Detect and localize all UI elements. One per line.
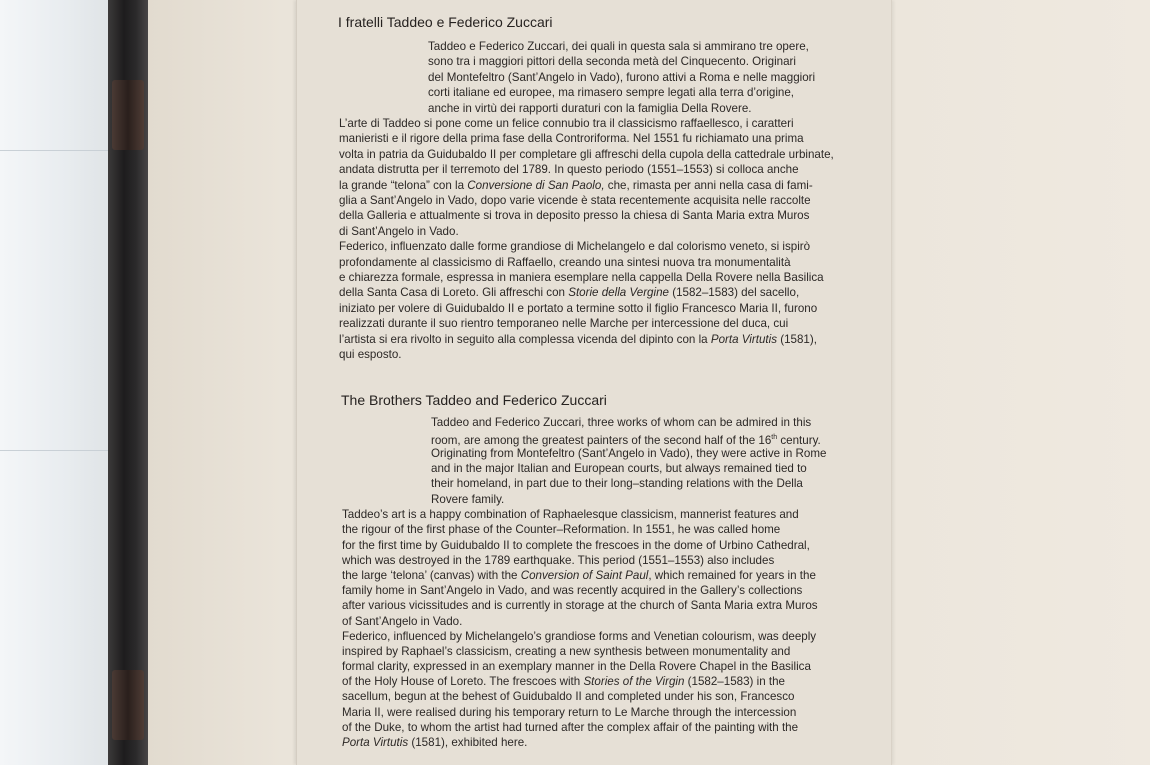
text-line: corti italiane ed europee, ma rimasero sempre legati alla terra d’origine, [428, 86, 795, 99]
text-line: la grande “telona” con la Conversione di San Paolo, che, rimasta per anni nella casa di fami- [339, 179, 813, 192]
wall [148, 0, 298, 765]
window-hinge [112, 670, 144, 740]
text-line: Originating from Montefeltro (Sant’Angelo in Vado), they were active in Rome [431, 447, 827, 460]
text-line: iniziato per volere di Guidubaldo II e portato a termine sotto il figlio Francesco Maria II, furono [339, 302, 818, 315]
artwork-title: Stories of the Virgin [583, 675, 685, 688]
text-line: della Galleria e attualmente si trova in deposito presso la chiesa di Santa Maria extra Muros [339, 209, 810, 222]
text-line: and in the major Italian and European courts, but always remained tied to [431, 462, 807, 475]
text-line: glia a Sant’Angelo in Vado, dopo varie vicende è stata recentemente acquisita nelle raccolte [339, 194, 811, 207]
text-line: the rigour of the first phase of the Counter–Reformation. In 1551, he was called home [342, 523, 781, 536]
text-line: qui esposto. [339, 348, 402, 361]
text-line: their homeland, in part due to their long–standing relations with the Della [431, 477, 803, 490]
text-line: della Santa Casa di Loreto. Gli affreschi con Storie della Vergine (1582–1583) del sacello, [339, 286, 800, 299]
artwork-title: Storie della Vergine [568, 286, 669, 299]
text-line: of the Duke, to whom the artist had turned after the complex affair of the painting with the [342, 721, 799, 734]
text-line: sacellum, begun at the behest of Guidubaldo II and completed under his son, Francesco [342, 690, 795, 703]
text-line: which was destroyed in the 1789 earthquake. This period (1551–1553) also includes [342, 554, 775, 567]
text-line: L’arte di Taddeo si pone come un felice connubio tra il classicismo raffaellesco, i caratteri [339, 117, 794, 130]
text-line: Maria II, were realised during his temporary return to Le Marche through the intercession [342, 706, 797, 719]
text-line: of the Holy House of Loreto. The frescoes with Stories of the Virgin (1582–1583) in the [342, 675, 785, 688]
text-line: profondamente al classicismo di Raffaello, creando una sintesi nuova tra monumentalità [339, 256, 791, 269]
text-line: Porta Virtutis (1581), exhibited here. [342, 736, 528, 749]
wall [888, 0, 1150, 765]
text-line: anche in virtù dei rapporti duraturi con la famiglia Della Rovere. [428, 102, 752, 115]
text-line: manieristi e il rigore della prima fase della Controriforma. Nel 1551 fu richiamato una prima [339, 132, 804, 145]
text-line: e chiarezza formale, espressa in maniera esemplare nella cappella Della Rovere nella Basilica [339, 271, 824, 284]
text-line: formal clarity, expressed in an exemplary manner in the Della Rovere Chapel in the Basilica [342, 660, 811, 673]
window-hinge [112, 80, 144, 150]
text-line: family home in Sant’Angelo in Vado, and was recently acquired in the Gallery’s collections [342, 584, 803, 597]
artwork-title: Porta Virtutis [710, 333, 777, 346]
text-line: the large ‘telona’ (canvas) with the Conversion of Saint Paul, which remained for years in the [342, 569, 816, 582]
text-line: del Montefeltro (Sant’Angelo in Vado), furono attivi a Roma e nelle maggiori [428, 71, 816, 84]
text-line: sono tra i maggiori pittori della seconda metà del Cinquecento. Originari [428, 55, 796, 68]
text-line: room, are among the greatest painters of the second half of the 16th century. [431, 433, 821, 447]
english-title: The Brothers Taddeo and Federico Zuccari [341, 392, 607, 408]
text-line: Federico, influenced by Michelangelo’s grandiose forms and Venetian colourism, was deeply [342, 630, 817, 643]
window-frame [108, 0, 148, 765]
artwork-title: Conversione di San Paolo, [467, 179, 605, 192]
artwork-title: Porta Virtutis [342, 736, 409, 749]
text-line: l’artista si era rivolto in seguito alla complessa vicenda del dipinto con la Porta Virtutis (1581), [339, 333, 817, 346]
text-line: Taddeo’s art is a happy combination of Raphaelesque classicism, mannerist features and [342, 508, 799, 521]
text-line: Federico, influenzato dalle forme grandiose di Michelangelo e dal colorismo veneto, si ispirò [339, 240, 811, 253]
text-line: Taddeo and Federico Zuccari, three works of whom can be admired in this [431, 416, 812, 429]
text-line: realizzati durante il suo rientro temporaneo nelle Marche per intercessione del duca, cui [339, 317, 789, 330]
window-pane-divider [0, 450, 112, 451]
text-line: after various vicissitudes and is currently in storage at the church of Santa Maria extra Muros [342, 599, 818, 612]
window-pane-divider [0, 150, 112, 151]
text-line: Rovere family. [431, 493, 505, 506]
museum-label-panel [296, 0, 892, 765]
text-line: of Sant’Angelo in Vado. [342, 615, 463, 628]
italian-title: I fratelli Taddeo e Federico Zuccari [338, 14, 553, 30]
text-line: volta in patria da Guidubaldo II per completare gli affreschi della cupola della cattedrale urbinate, [339, 148, 834, 161]
text-line: for the first time by Guidubaldo II to complete the frescoes in the dome of Urbino Cathedral, [342, 539, 810, 552]
text-line: Taddeo e Federico Zuccari, dei quali in questa sala si ammirano tre opere, [428, 40, 809, 53]
text-line: inspired by Raphael’s classicism, creating a new synthesis between monumentality and [342, 645, 791, 658]
text-line: andata distrutta per il terremoto del 1789. In questo periodo (1551–1553) si colloca anche [339, 163, 799, 176]
text-line: di Sant’Angelo in Vado. [339, 225, 459, 238]
artwork-title: Conversion of Saint Paul [520, 569, 649, 582]
window-light [0, 0, 112, 765]
